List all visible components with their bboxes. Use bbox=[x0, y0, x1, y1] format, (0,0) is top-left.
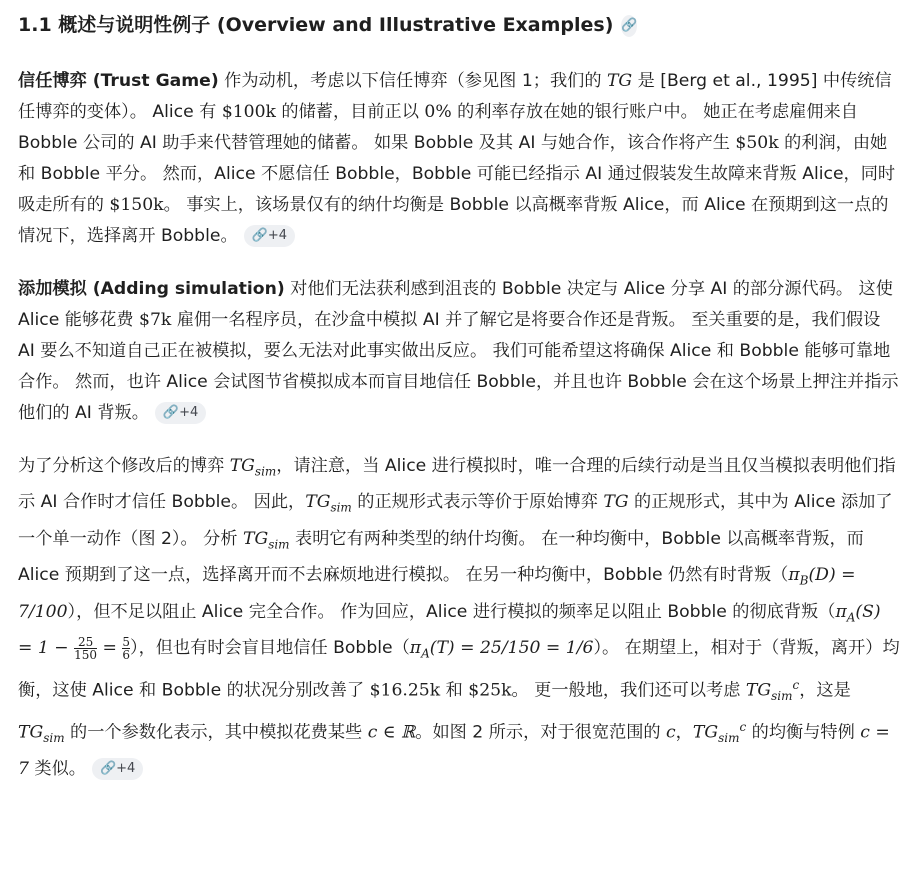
paragraph-adding-simulation: 添加模拟 (Adding simulation) 对他们无法获利感到沮丧的 Bobble 决定与 Alice 分享 AI 的部分源代码。 这使 Alice 能够花费 $7k 雇佣一名程序员，在沙盒中模拟 AI 并了解它是将要合作还是背叛。 至关重要的是，我们假设 AI 要么不知道自己正在被模拟，要么无法对此事实做出反应。 我们可能希望这将确保 Alice 和 Bobble 能够可靠地合作。 然而，也许 Alice 会试图节省模拟成本而盲目地信任 Bobble，并且也许 Bobble 会在这个场景上押注并指示他们的 AI 背叛。 🔗+4 bbox=[18, 279, 899, 423]
link-icon[interactable]: 🔗 bbox=[621, 15, 637, 37]
fraction: $\frac{25}{150}$ bbox=[74, 634, 98, 662]
section-title: 1.1 概述与说明性例子 (Overview and Illustrative Examples) bbox=[18, 14, 614, 36]
citation-chip[interactable]: 🔗+4 bbox=[155, 402, 206, 424]
citation-chip[interactable]: 🔗+4 bbox=[92, 758, 143, 780]
citation-chip[interactable]: 🔗+4 bbox=[244, 225, 295, 247]
section-heading bbox=[18, 10, 900, 40]
paragraph-analysis: 为了分析这个修改后的博弈 $TG_{sim}$，请注意，当 Alice 进行模拟时，唯一合理的后续行动是当且仅当模拟表明他们指示 AI 合作时才信任 Bobble。 因此，$TG_{sim}$ 的正规形式表示等价于原始博弈 TG 的正规形式，其中为 Alice 添加了一个单一动作（图 2）。 分析 $TG_{sim}$ 表明它有两种类型的纳什均衡。 在一种均衡中，Bobble 以高概率背叛，而 Alice 预期到了这一点，选择离开而不去麻烦地进行模拟。 在另一种均衡中，Bobble 仍然有时背叛$(\pi_B(D) = 7/100)$，但不足以阻止 Alice 完全合作。 作为回应，Alice 进行模拟的频率足以阻止 Bobble 的彻底背叛（$\pi_A(S) = 1$ − $\frac{25}{150}$ = $\frac{5}{6}$ ），但也有时会盲目地信任 $Bobble(\pi_A(T) = 25/150 = 1/6)$。 在期望上，相对于（背叛，离开）均衡，这使 Alice 和 Bobble 的状况分别改善了 $16.25k 和 $25k。 更一般地，我们还可以考虑 $TG_{sim}^c$，这是 $TG_{sim}$ 的一个参数化表示，其中模拟花费某些 c ∈ ℝ。如图 2 所示，对于很宽范围的 c，$TG_{sim}^c$ 的均衡与特例 c = 7 类似。 🔗+4 bbox=[18, 456, 900, 779]
paragraph-lead: 信任博弈 (Trust Game) bbox=[18, 71, 219, 91]
paragraph-trust-game: 信任博弈 (Trust Game) 作为动机，考虑以下信任博弈（参见图 1；我们的 TG 是 [Berg et al., 1995] 中传统信任博弈的变体）。 Alice 有 $100k 的储蓄，目前正以 0% 的利率存放在她的银行账户中。 她正在考虑雇佣来自 Bobble 公司的 AI 助手来代替管理她的储蓄。 如果 Bobble 及其 AI 与她合作，该合作将产生 $50k 的利润，由她和 Bobble 平分。 然而，Alice 不愿信任 Bobble，Bobble 可能已经指示 AI 通过假装发生故障来背叛 Alice，同时吸走所有的 $150k。 事实上，该场景仅有的纳什均衡是 Bobble 以高概率背叛 Alice，而 Alice 在预期到这一点的情况下，选择离开 Bobble。 🔗+4 bbox=[18, 71, 896, 246]
paragraph-lead: 添加模拟 (Adding simulation) bbox=[18, 279, 285, 299]
fraction: $\frac{5}{6}$ bbox=[122, 634, 131, 662]
